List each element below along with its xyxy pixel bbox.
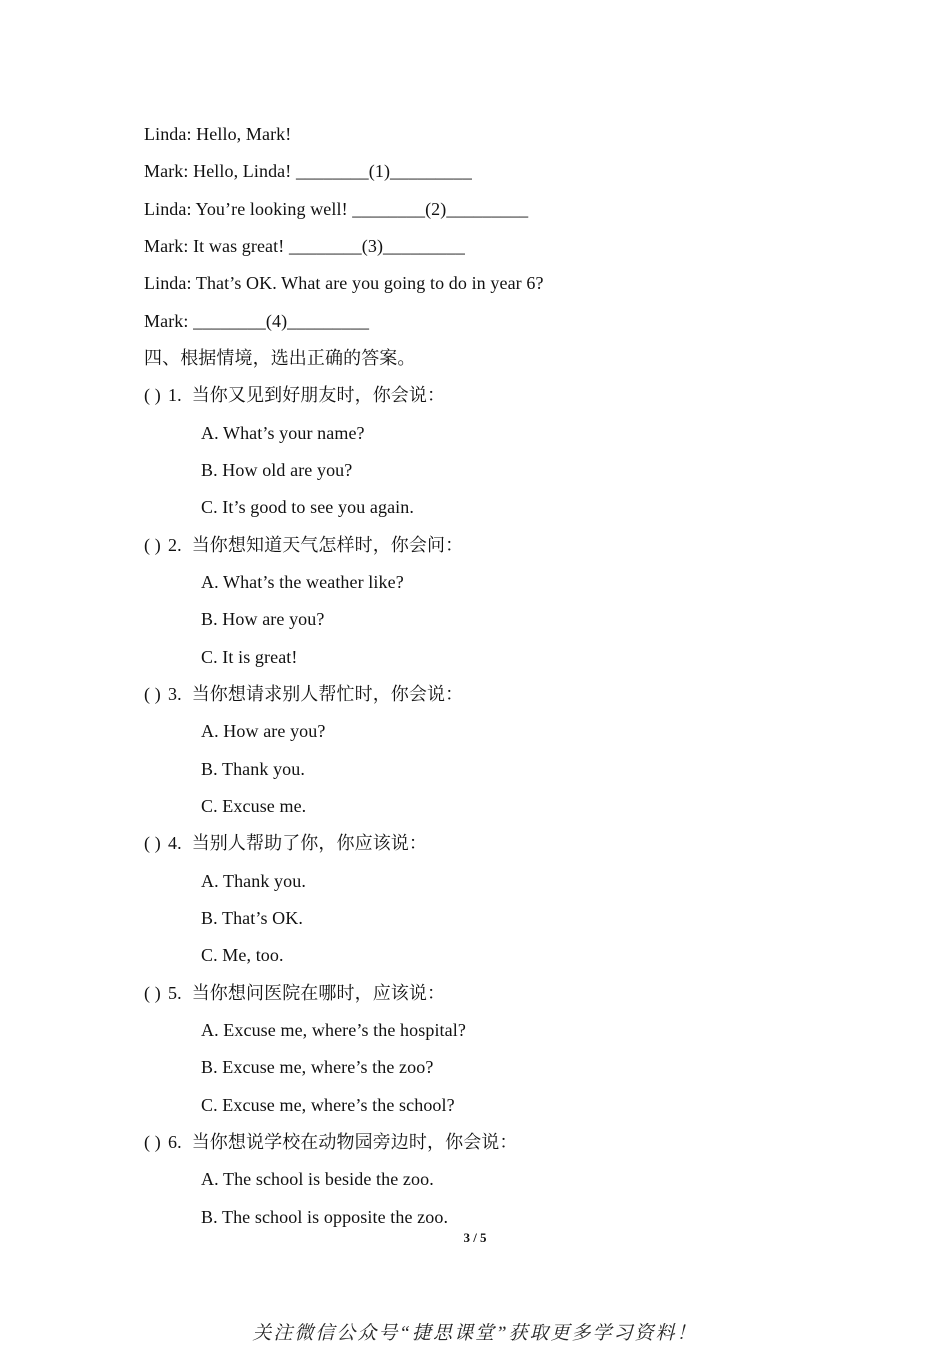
question-6 — [144, 1130, 518, 1154]
dialogue-line: Mark: It was great! ________(3)_________ — [144, 236, 465, 256]
option: A. The school is beside the zoo. — [201, 1169, 434, 1189]
option: C. It’s good to see you again. — [201, 497, 414, 517]
question-2 — [144, 533, 463, 557]
option: A. How are you? — [201, 721, 326, 741]
question-1 — [144, 383, 445, 407]
option: B. How are you? — [201, 609, 325, 629]
option: C. It is great! — [201, 647, 298, 667]
dialogue-line: Mark: Hello, Linda! ________(1)_________ — [144, 161, 472, 181]
answer-blank: ( ) — [144, 385, 161, 405]
dialogue-line: Linda: That’s OK. What are you going to do in year 6? — [144, 273, 544, 293]
question-prompt: 当你想说学校在动物园旁边时，你会说： — [191, 1132, 518, 1152]
dialogue-line: Linda: You’re looking well! ________(2)_________ — [144, 199, 529, 219]
option: B. Thank you. — [201, 759, 305, 779]
question-prompt: 当你想问医院在哪时，应该说： — [191, 983, 446, 1003]
footer-note: 关注微信公众号“捷思课堂”获取更多学习资料！ — [252, 1323, 698, 1344]
question-prompt: 当你想知道天气怎样时，你会问： — [191, 535, 464, 555]
question-prompt: 当你想请求别人帮忙时，你会说： — [191, 684, 464, 704]
answer-blank: ( ) — [144, 535, 161, 555]
option: C. Excuse me, where’s the school? — [201, 1095, 455, 1115]
question-3 — [144, 682, 463, 706]
option: A. Thank you. — [201, 871, 306, 891]
option: C. Me, too. — [201, 945, 284, 965]
option: A. Excuse me, where’s the hospital? — [201, 1020, 466, 1040]
answer-blank: ( ) — [144, 833, 161, 853]
question-number: 3. — [168, 684, 182, 704]
option: B. How old are you? — [201, 460, 353, 480]
dialogue-line: Mark: ________(4)_________ — [144, 311, 370, 331]
option: C. Excuse me. — [201, 796, 307, 816]
answer-blank: ( ) — [144, 983, 161, 1003]
question-prompt: 当你又见到好朋友时，你会说： — [191, 385, 446, 405]
option: A. What’s your name? — [201, 423, 365, 443]
question-prompt: 当别人帮助了你，你应该说： — [191, 833, 428, 853]
question-number: 5. — [168, 983, 182, 1003]
question-4 — [144, 831, 427, 855]
answer-blank: ( ) — [144, 1132, 161, 1152]
option: B. Excuse me, where’s the zoo? — [201, 1057, 434, 1077]
question-number: 4. — [168, 833, 182, 853]
option: B. That’s OK. — [201, 908, 303, 928]
dialogue-line: Linda: Hello, Mark! — [144, 124, 292, 144]
option: A. What’s the weather like? — [201, 572, 404, 592]
question-number: 6. — [168, 1132, 182, 1152]
page-number: 3 / 5 — [463, 1230, 487, 1245]
section-title: 四、根据情境，选出正确的答案。 — [144, 348, 416, 368]
answer-blank: ( ) — [144, 684, 161, 704]
question-5 — [144, 981, 445, 1005]
option: B. The school is opposite the zoo. — [201, 1207, 449, 1227]
question-number: 2. — [168, 535, 182, 555]
question-number: 1. — [168, 385, 182, 405]
